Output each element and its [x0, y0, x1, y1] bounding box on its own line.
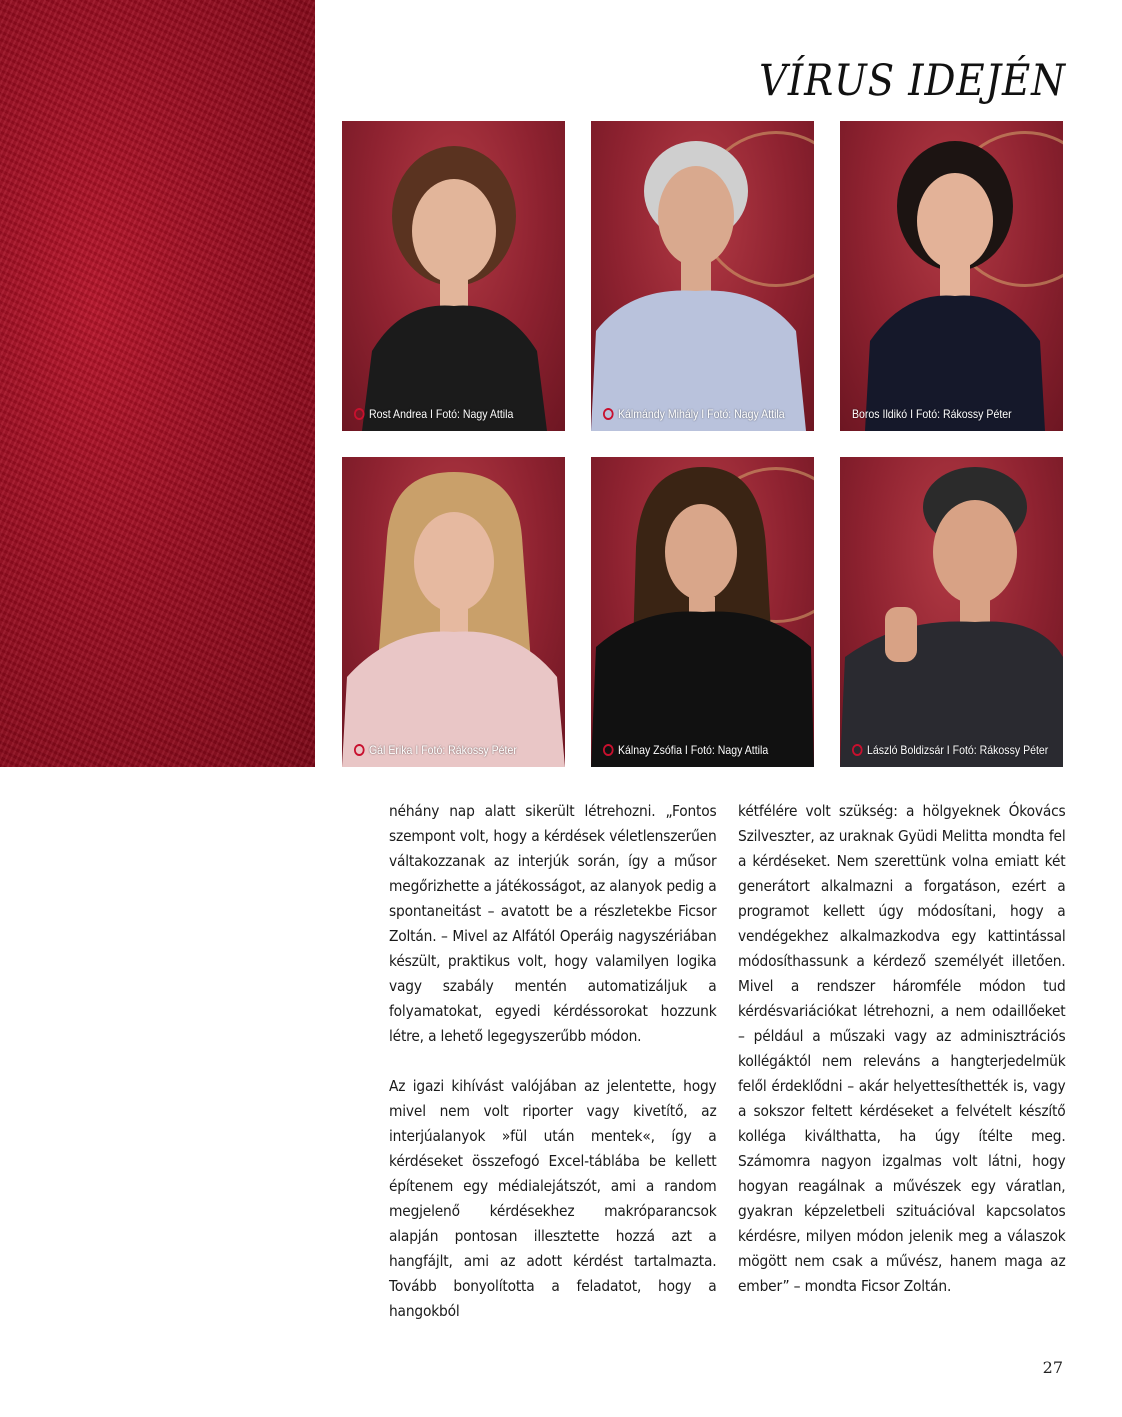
portrait-photo-5 — [591, 457, 814, 767]
article-paragraph: Az igazi kihívást valójában az jelentette, hogy mivel nem volt riporter vagy kivetítő, az interjúalanyok »fül után mentek«, így a kérdéseket összefogó Excel-táblába be kellett építenem egy médialejátszót, ami a random megjelenő kérdésekhez makróparancsok alapján pontosan illesztette hozzá azt a hangfájlt, ami az adott kérdést tartalmazta. Tovább bonyolította a feladatot, hogy a hangokból — [389, 1077, 717, 1320]
portrait-photo-6 — [840, 457, 1063, 767]
portrait-photo-1 — [342, 121, 565, 431]
portrait-image — [342, 457, 565, 767]
page-title: VÍRUS IDEJÉN — [759, 56, 1066, 106]
portrait-photo-4 — [342, 457, 565, 767]
photo-caption: Boros Ildikó I Fotó: Rákossy Péter — [852, 407, 1012, 421]
photo-caption: Rost Andrea I Fotó: Nagy Attila — [354, 407, 534, 421]
article-paragraph: kétfélére volt szükség: a hölgyeknek Ókovács Szilveszter, az uraknak Gyüdi Melitta mondta fel a kérdéseket. Nem szerettünk volna emiatt két generátort alkalmazni a forgatáson, ezért a programot kellett úgy módosítani, hogy a vendégekhez alkalmazkodva egy kattintással módosíthassunk a kérdező személyét illetően. Mivel a rendszer háromféle módon tud kérdésvariációkat létrehozni, a nem odaillőeket – például a műszaki vagy az adminisztrációs kollégáktól nem releváns a hangterjedelmük felől érdeklődni – akár helyettesíthették is, vagy a sokszor feltett kérdéseket a felvételt készítő kolléga kiválthatta, ha úgy ítélte meg. Számomra nagyon izgalmas volt látni, hogy hogyan reagálnak a művészek egy váratlan, gyakran képzeletbeli szituációval kapcsolatos kérdésre, milyen módon jelenik meg a válaszok mögött nem csak a művész, hanem maga az ember” – mondta Ficsor Zoltán. — [738, 802, 1066, 1295]
photo-caption: Kálmándy Mihály I Fotó: Nagy Attila — [603, 407, 783, 421]
article-column-left — [389, 799, 717, 1349]
caption-bullet-icon — [852, 744, 863, 756]
article-paragraph: néhány nap alatt sikerült létrehozni. „Fontos szempont volt, hogy a kérdések véletlenszerűen váltakozzanak az interjúk során, így a műsor megőrizhette a játékosságot, az alanyok pedig a spontaneitást – avatott be a részletekbe Ficsor Zoltán. – Mivel az Alfától Operáig nagyszériában készült, praktikus volt, hogy valamilyen logika vagy szabály mentén automatizáljuk a folyamatokat, egyedi kérdéssorokat hozzunk létre, a lehető legegyszerűbb módon. — [389, 802, 717, 1045]
red-texture-panel — [0, 0, 315, 767]
page-number: 27 — [1042, 1358, 1063, 1377]
portrait-image — [840, 121, 1063, 431]
portrait-photo-2 — [591, 121, 814, 431]
portrait-image — [591, 457, 814, 767]
photo-caption: Kálnay Zsófia I Fotó: Nagy Attila — [603, 743, 783, 757]
article-column-right — [738, 799, 1066, 1324]
caption-bullet-icon — [354, 408, 365, 420]
portrait-image — [342, 121, 565, 431]
portrait-image — [840, 457, 1063, 767]
photo-caption: László Boldizsár I Fotó: Rákossy Péter — [852, 743, 1032, 757]
caption-bullet-icon — [603, 408, 614, 420]
portrait-photo-3 — [840, 121, 1063, 431]
portrait-image — [591, 121, 814, 431]
caption-bullet-icon — [354, 744, 365, 756]
photo-caption: Gál Erika I Fotó: Rákossy Péter — [354, 743, 534, 757]
caption-bullet-icon — [603, 744, 614, 756]
